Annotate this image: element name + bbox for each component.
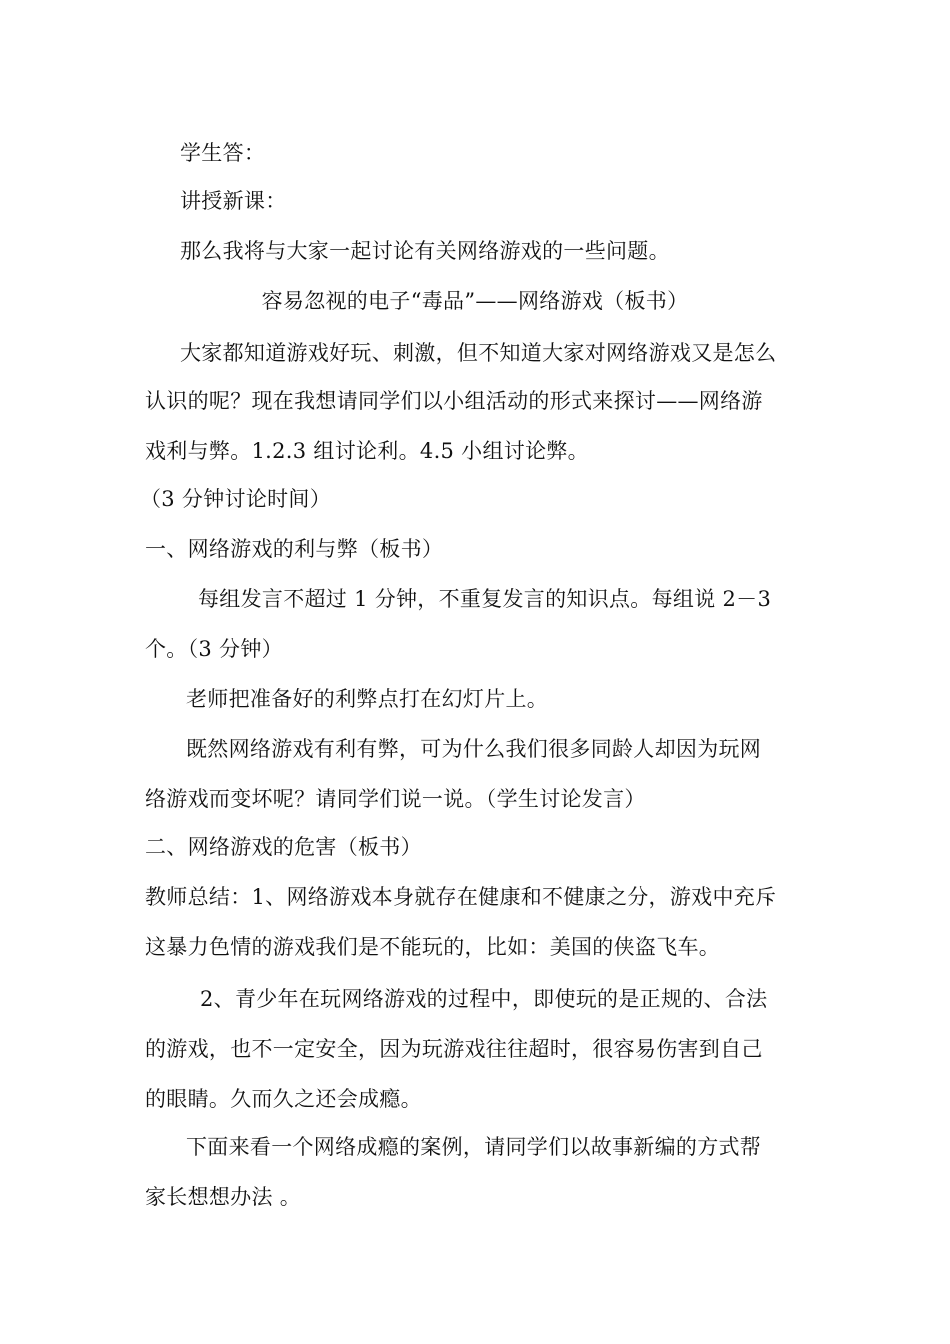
paragraph-line: 的眼睛。久而久之还会成瘾。 — [145, 1087, 422, 1111]
paragraph-line: （3 分钟讨论时间） — [140, 487, 332, 511]
paragraph-line: 个。（3 分钟） — [145, 637, 283, 661]
paragraph-line: 2、青少年在玩网络游戏的过程中，即使玩的是正规的、合法 — [200, 987, 768, 1011]
paragraph-line: 这暴力色情的游戏我们是不能玩的，比如：美国的侠盗飞车。 — [145, 935, 721, 959]
paragraph-line: 学生答： — [180, 141, 266, 165]
paragraph-line: 大家都知道游戏好玩、刺激，但不知道大家对网络游戏又是怎么 — [180, 341, 777, 365]
paragraph-line: 络游戏而变坏呢？请同学们说一说。（学生讨论发言） — [145, 787, 646, 811]
paragraph-line: 戏利与弊。1.2.3 组讨论利。4.5 小组讨论弊。 — [145, 439, 589, 463]
paragraph-line: 的游戏，也不一定安全，因为玩游戏往往超时，很容易伤害到自己 — [145, 1037, 763, 1061]
heading-line: 二、网络游戏的危害（板书） — [145, 835, 422, 859]
paragraph-line: 那么我将与大家一起讨论有关网络游戏的一些问题。 — [180, 239, 670, 263]
paragraph-line: 教师总结：1、网络游戏本身就存在健康和不健康之分，游戏中充斥 — [145, 885, 777, 909]
paragraph-line: 家长想想办法 。 — [145, 1185, 302, 1209]
paragraph-line: 老师把准备好的利弊点打在幻灯片上。 — [186, 687, 549, 711]
paragraph-line: 讲授新课： — [180, 189, 287, 213]
paragraph-line: 每组发言不超过 1 分钟，不重复发言的知识点。每组说 2－3 — [198, 587, 772, 611]
section-title: 容易忽视的电子“毒品”——网络游戏（板书） — [261, 289, 689, 313]
heading-line: 一、网络游戏的利与弊（板书） — [145, 537, 444, 561]
paragraph-line: 下面来看一个网络成瘾的案例，请同学们以故事新编的方式帮 — [186, 1135, 762, 1159]
paragraph-line: 既然网络游戏有利有弊，可为什么我们很多同龄人却因为玩网 — [186, 737, 762, 761]
paragraph-line: 认识的呢？现在我想请同学们以小组活动的形式来探讨——网络游 — [145, 389, 763, 413]
